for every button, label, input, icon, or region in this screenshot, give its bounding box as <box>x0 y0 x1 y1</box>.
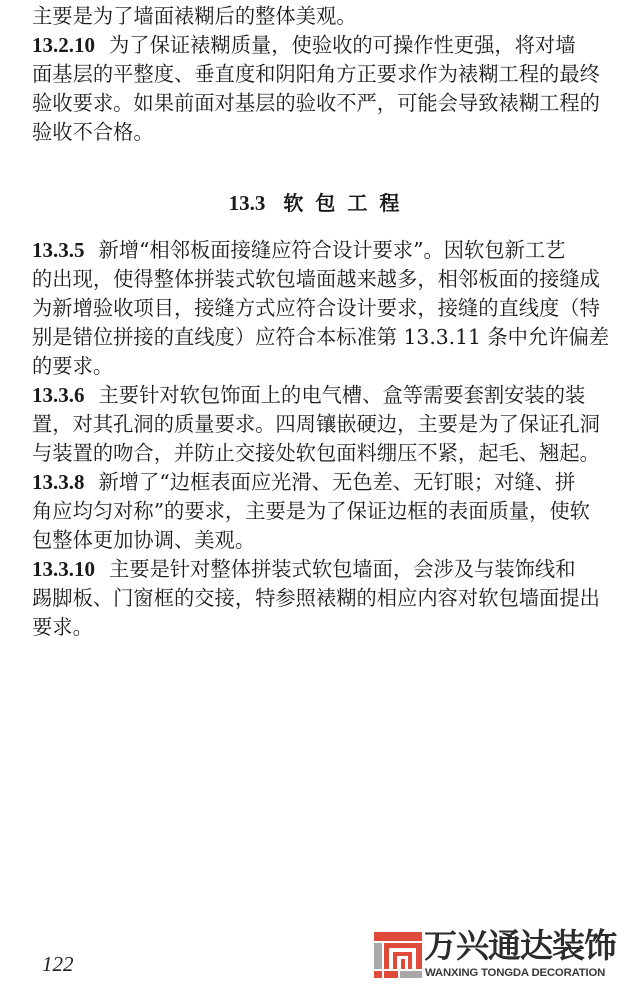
clause-number: 13.3.6 <box>32 383 85 407</box>
logo-name-cn: 万兴通达装饰 <box>424 926 616 965</box>
clause-number: 13.3.10 <box>32 557 95 581</box>
clause-text: 主要针对软包饰面上的电气槽、盒等需要套割安装的装 <box>98 383 586 407</box>
paragraph-line: 要求。 <box>32 615 93 639</box>
clause-text: 新增了“边框表面应光滑、无色差、无钉眼；对缝、拼 <box>98 470 576 494</box>
clause-text: 新增“相邻板面接缝应符合设计要求”。因软包新工艺 <box>98 238 566 262</box>
clause-13-3-5 <box>32 236 610 381</box>
document-page-body <box>32 236 610 642</box>
paragraph-line: 置，对其孔洞的质量要求。四周镶嵌硬边，主要是为了保证孔洞 <box>32 412 600 436</box>
paragraph-line: 的要求。 <box>32 354 114 378</box>
document-page-top <box>32 2 610 147</box>
clause-text: 主要是针对整体拼装式软包墙面，会涉及与装饰线和 <box>109 557 576 581</box>
clause-13-3-8 <box>32 468 610 555</box>
paragraph-line: 验收要求。如果前面对基层的验收不严，可能会导致裱糊工程的 <box>32 91 600 115</box>
clause-number: 13.3.5 <box>32 238 85 262</box>
building-logo-icon <box>374 932 422 978</box>
clause-13-2-10 <box>32 31 610 147</box>
clause-number: 13.3.8 <box>32 470 85 494</box>
paragraph-line <box>32 381 610 410</box>
section-heading <box>0 188 640 218</box>
page-number: 122 <box>42 952 74 976</box>
paragraph-line: 包整体更加协调、美观。 <box>32 528 256 552</box>
clause-13-3-6 <box>32 381 610 468</box>
clause-text: 为了保证裱糊质量，使验收的可操作性更强，将对墙 <box>109 33 576 57</box>
paragraph-line: 主要是为了墙面裱糊后的整体美观。 <box>32 4 357 28</box>
clause-number: 13.2.10 <box>32 33 95 57</box>
section-title: 软包工程 <box>283 191 412 215</box>
paragraph-line <box>32 31 610 60</box>
paragraph-line: 别是错位拼接的直线度）应符合本标准第 13.3.11 条中允许偏差 <box>32 325 610 349</box>
paragraph-line: 面基层的平整度、垂直度和阴阳角方正要求作为裱糊工程的最终 <box>32 62 600 86</box>
paragraph-line <box>32 555 610 584</box>
paragraph-line: 的出现，使得整体拼装式软包墙面越来越多，相邻板面的接缝成 <box>32 267 600 291</box>
paragraph-line: 验收不合格。 <box>32 120 154 144</box>
paragraph-line: 为新增验收项目，接缝方式应符合设计要求，接缝的直线度（特 <box>32 296 600 320</box>
paragraph-line: 踢脚板、门窗框的交接，特参照裱糊的相应内容对软包墙面提出 <box>32 586 600 610</box>
clause-13-3-10 <box>32 555 610 642</box>
watermark-logo <box>374 926 630 982</box>
logo-name-en: WANXING TONGDA DECORATION <box>425 967 606 979</box>
paragraph-line: 角应均匀对称”的要求，主要是为了保证边框的表面质量，使软 <box>32 499 590 523</box>
paragraph-line: 与装置的吻合，并防止交接处软包面料绷压不紧，起毛、翘起。 <box>32 441 600 465</box>
paragraph-line <box>32 236 610 265</box>
section-number: 13.3 <box>228 191 266 215</box>
paragraph-line <box>32 468 610 497</box>
